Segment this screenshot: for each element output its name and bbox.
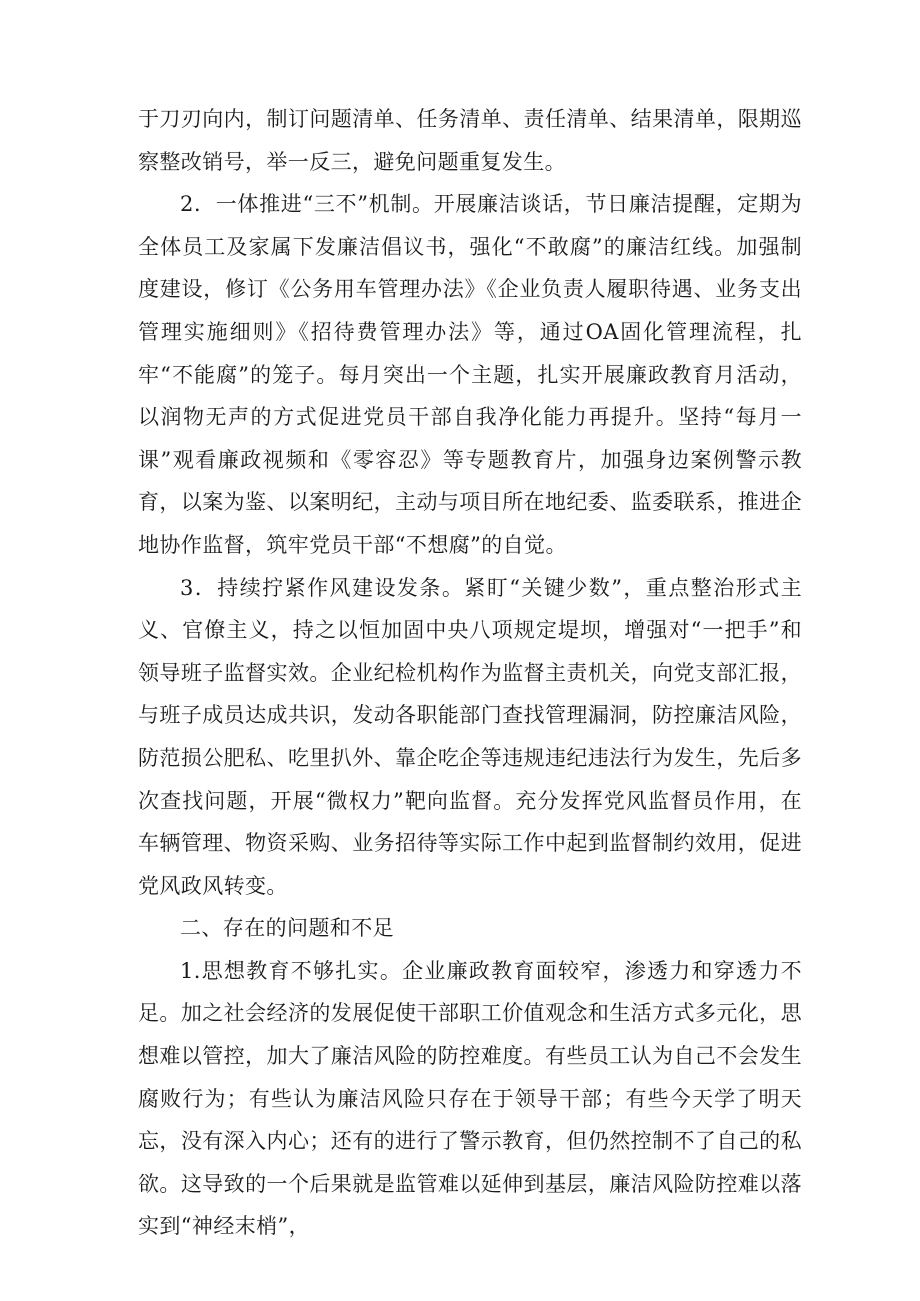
document-page [138,98,802,1248]
section-heading: 二、存在的问题和不足 [180,916,394,941]
paragraph-problem-1: 1.思想教育不够扎实。企业廉政教育面较窄，渗透力和穿透力不足。加之社会经济的发展促使干部职工价值观念和生活方式多元化，思想难以管控，加大了廉洁风险的防控难度。有些员工认为自己不会发生腐败行为；有些认为廉洁风险只存在于领导干部；有些今天学了明天忘，没有深入内心；还有的进行了警示教育，但仍然控制不了自己的私欲。这导致的一个后果就是监管难以延伸到基层，廉洁风险防控难以落实到“神经末梢”， [138,958,802,1239]
paragraph-item-3: 3．持续拧紧作风建设发条。紧盯“关键少数”，重点整治形式主义、官僚主义，持之以恒加固中央八项规定堤坝，增强对“一把手”和领导班子监督实效。企业纪检机构作为监督主责机关，向党支部汇报，与班子成员达成共识，发动各职能部门查找管理漏洞，防控廉洁风险，防范损公肥私、吃里扒外、靠企吃企等违规违纪违法行为发生，先后多次查找问题，开展“微权力”靶向监督。充分发挥党风监督员作用，在车辆管理、物资采购、业务招待等实际工作中起到监督制约效用，促进党风政风转变。 [138,575,802,898]
paragraph-intro-continuation: 于刀刃向内，制订问题清单、任务清单、责任清单、结果清单，限期巡察整改销号，举一反三，避免问题重复发生。 [138,107,802,174]
paragraph-item-2: 2．一体推进“三不”机制。开展廉洁谈话，节日廉洁提醒，定期为全体员工及家属下发廉洁倡议书，强化“不敢腐”的廉洁红线。加强制度建设，修订《公务用车管理办法》《企业负责人履职待遇、业务支出管理实施细则》《招待费管理办法》等，通过OA固化管理流程，扎牢“不能腐”的笼子。每月突出一个主题，扎实开展廉政教育月活动，以润物无声的方式促进党员干部自我净化能力再提升。坚持“每月一课”观看廉政视频和《零容忍》等专题教育片，加强身边案例警示教育，以案为鉴、以案明纪，主动与项目所在地纪委、监委联系，推进企地协作监督，筑牢党员干部“不想腐”的自觉。 [138,192,802,557]
